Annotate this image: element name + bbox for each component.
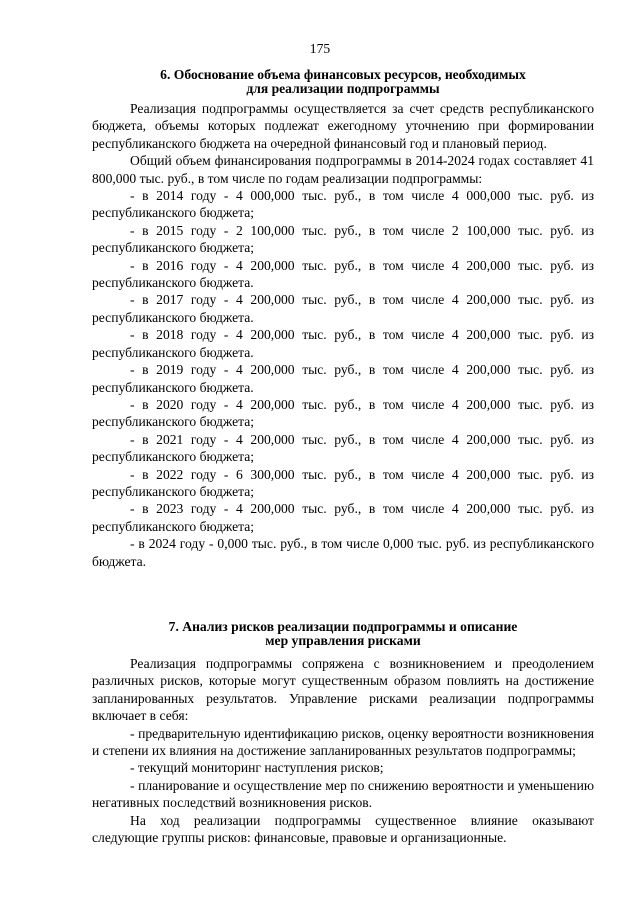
section-6-paragraph-1: Реализация подпрограммы осуществляется за счет средств республиканского бюджета, объемы которых подлежат ежегодному уточнению при формировании республиканского бюджета на очередной финансовый год и плановый период. <box>92 101 594 151</box>
funding-year-item: - в 2015 году - 2 100,000 тыс. руб., в том числе 2 100,000 тыс. руб. из республиканского бюджета; <box>92 222 594 256</box>
funding-by-year-list <box>92 187 594 570</box>
funding-year-item: - в 2019 году - 4 200,000 тыс. руб., в том числе 4 200,000 тыс. руб. из республиканского бюджета. <box>92 362 594 395</box>
page-number: 175 <box>309 41 331 56</box>
funding-year-item: - в 2020 году - 4 200,000 тыс. руб., в том числе 4 200,000 тыс. руб. из республиканского бюджета; <box>92 396 594 430</box>
section-7-heading <box>92 620 594 648</box>
section-6-heading <box>92 68 594 96</box>
section-7-paragraph-2: На ход реализации подпрограммы существенное влияние оказывают следующие группы рисков: финансовые, правовые и организационные. <box>92 812 594 846</box>
risk-management-item: - планирование и осуществление мер по снижению вероятности и уменьшению негативных последствий возникновения рисков. <box>92 777 594 811</box>
risk-management-item: - предварительную идентификацию рисков, оценку вероятности возникновения и степени их влияния на достижение запланированных результатов подпрограммы; <box>92 725 594 759</box>
funding-year-item: - в 2022 году - 6 300,000 тыс. руб., в том числе 4 200,000 тыс. руб. из республиканского бюджета; <box>92 466 594 499</box>
section-7-paragraph-1: Реализация подпрограммы сопряжена с возникновением и преодолением различных рисков, которые могут существенным образом повлиять на достижение запланированных результатов. Управление рисками реализации подпрограммы включает в себя: <box>92 656 594 724</box>
section-6-title-line1: 6. Обоснование объема финансовых ресурсов, необходимых <box>160 67 526 82</box>
risk-management-item: - текущий мониторинг наступления рисков; <box>130 760 384 776</box>
funding-year-item: - в 2016 году - 4 200,000 тыс. руб., в том числе 4 200,000 тыс. руб. из республиканского бюджета. <box>92 257 594 291</box>
section-6-paragraph-2: Общий объем финансирования подпрограммы в 2014-2024 годах составляет 41 800,000 тыс. руб., в том числе по годам реализации подпрограммы: <box>92 153 594 186</box>
section-6-body <box>92 100 594 570</box>
funding-year-item: - в 2024 году - 0,000 тыс. руб., в том числе 0,000 тыс. руб. из республиканского бюджета. <box>92 536 594 569</box>
funding-year-item: - в 2018 году - 4 200,000 тыс. руб., в том числе 4 200,000 тыс. руб. из республиканского бюджета. <box>92 327 594 360</box>
risk-management-list <box>92 725 594 812</box>
section-7-body <box>92 655 594 846</box>
funding-year-item: - в 2014 году - 4 000,000 тыс. руб., в том числе 4 000,000 тыс. руб. из республиканского бюджета; <box>92 188 594 221</box>
section-7-title-line1: 7. Анализ рисков реализации подпрограммы и описание <box>168 619 518 634</box>
section-6-title-line2: для реализации подпрограммы <box>246 81 440 96</box>
funding-year-item: - в 2023 году - 4 200,000 тыс. руб., в том числе 4 200,000 тыс. руб. из республиканского бюджета; <box>92 501 594 534</box>
funding-year-item: - в 2021 году - 4 200,000 тыс. руб., в том числе 4 200,000 тыс. руб. из республиканского бюджета; <box>92 431 594 465</box>
funding-year-item: - в 2017 году - 4 200,000 тыс. руб., в том числе 4 200,000 тыс. руб. из республиканского бюджета. <box>92 292 594 325</box>
section-7-title-line2: мер управления рисками <box>265 633 421 648</box>
